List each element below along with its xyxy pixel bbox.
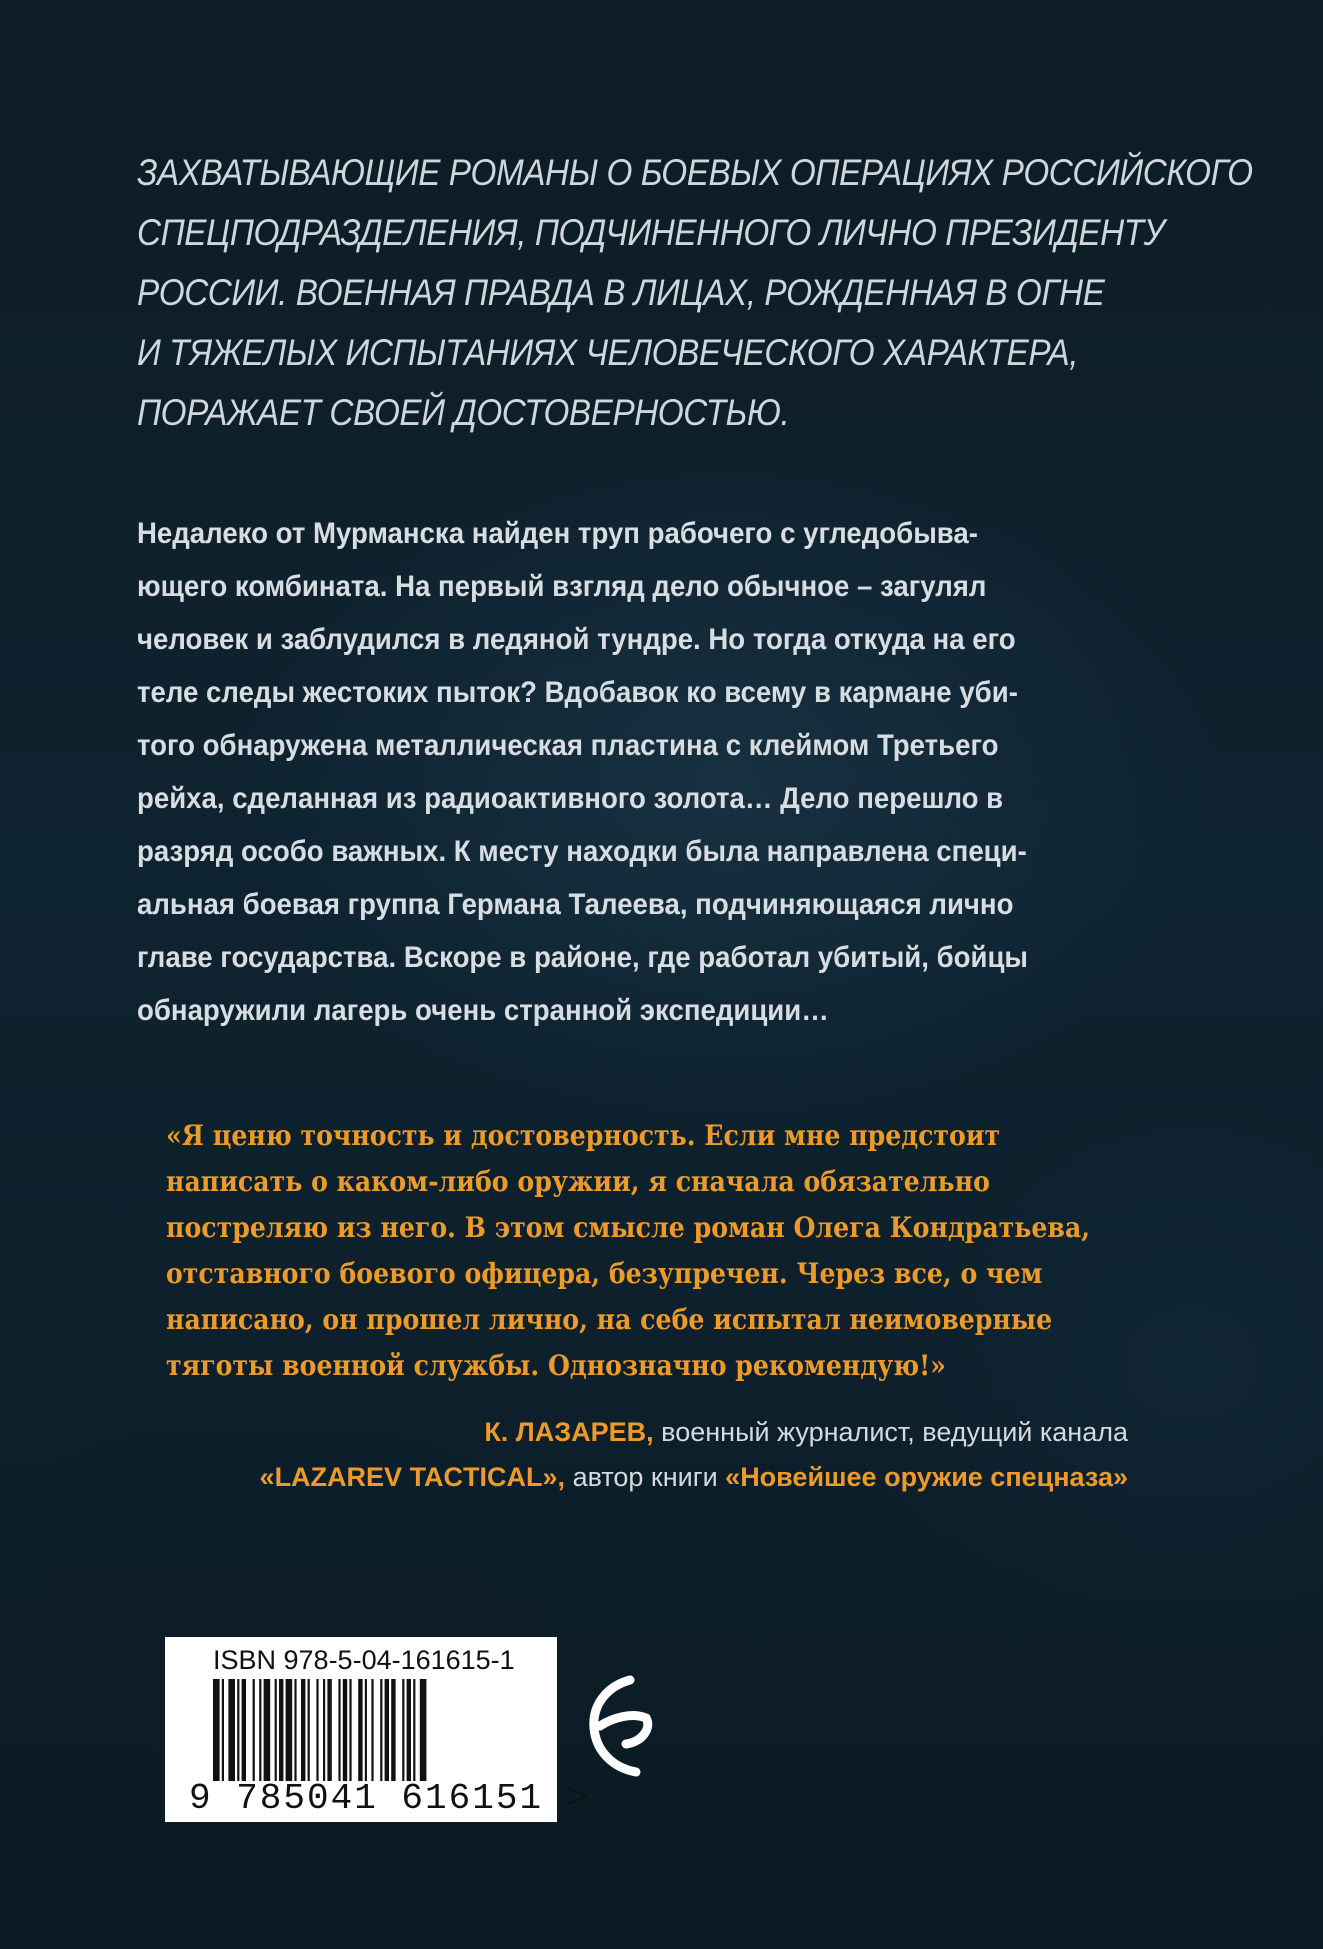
synopsis [137,507,1140,1037]
synopsis-line: альная боевая группа Германа Талеева, подчиняющаяся лично [137,888,1014,921]
barcode-bars [213,1679,543,1781]
tagline-line: ЗАХВАТЫВАЮЩИЕ РОМАНЫ О БОЕВЫХ ОПЕРАЦИЯХ РОССИЙСКОГО [137,152,1253,193]
isbn-number: ISBN 978-5-04-161615-1 [213,1645,515,1675]
barcode-bar [294,1679,296,1781]
synopsis-line: человек и заблудился в ледяной тундре. Но тогда откуда на его [137,623,1016,656]
author-name: К. ЛАЗАРЕВ, [484,1417,654,1447]
quote-line: постреляю из него. В этом смысле роман Олега Кондратьева, [166,1211,1091,1244]
quote-line: отставного боевого офицера, безупречен. Через все, о чем [166,1257,1043,1290]
barcode-bar [213,1679,220,1781]
quote-line: тяготы военной службы. Однозначно рекомендую!» [166,1349,946,1382]
synopsis-line: теле следы жестоких пыток? Вдобавок ко всему в кармане уби- [137,676,1018,709]
quote-line: «Я ценю точность и достоверность. Если мне предстоит [166,1119,1001,1152]
synopsis-line: рейха, сделанная из радиоактивного золота… Дело перешло в [137,782,1004,815]
synopsis-line: того обнаружена металлическая пластина с клеймом Третьего [137,729,999,762]
tagline-line: РОССИИ. ВОЕННАЯ ПРАВДА В ЛИЦАХ, РОЖДЕННАЯ В ОГНЕ [137,272,1105,313]
barcode-bar [323,1679,325,1781]
barcode-bar [420,1679,427,1781]
barcode-bar [343,1679,347,1781]
tagline-line: И ТЯЖЕЛЫХ ИСПЫТАНИЯХ ЧЕЛОВЕЧЕСКОГО ХАРАКТЕРА, [137,332,1079,373]
barcode-bar [279,1679,283,1781]
synopsis-line: обнаружили лагерь очень странной экспедиции… [137,994,829,1027]
author-role: военный журналист, ведущий канала [653,1417,1128,1447]
quote-attribution [260,1410,1128,1500]
barcode-bar [385,1679,389,1781]
barcode-bar [308,1679,310,1781]
barcode-bar [380,1679,382,1781]
barcode-bar [402,1679,404,1781]
tagline-line: СПЕЦПОДРАЗДЕЛЕНИЯ, ПОДЧИНЕННОГО ЛИЧНО ПРЕЗИДЕНТУ [137,212,1165,253]
book-prefix: автор книги [565,1462,726,1492]
barcode-bar [407,1679,411,1781]
barcode-bar [253,1679,255,1781]
barcode-bar [275,1679,277,1781]
isbn-barcode [165,1637,591,1822]
barcode-bar [371,1679,373,1781]
barcode-bar [349,1679,351,1781]
tagline [137,143,1253,443]
barcode-bar [316,1679,318,1781]
barcode-bar [228,1679,235,1781]
barcode-bar [264,1679,271,1781]
quote-line: написано, он прошел лично, на себе испытал неимоверные [166,1303,1053,1336]
barcode-bar [327,1679,331,1781]
barcode-bar [237,1679,239,1781]
barcode-bar [259,1679,261,1781]
barcode-digits: 9 785041 616151 > [189,1778,591,1819]
barcode-bar [338,1679,340,1781]
barcode-bar [286,1679,293,1781]
channel-name: «LAZAREV TACTICAL», [259,1462,566,1492]
barcode-bar [391,1679,395,1781]
synopsis-line: ющего комбината. На первый взгляд дело обычное – загулял [137,570,987,603]
barcode-bar [358,1679,362,1781]
review-quote [166,1113,1091,1389]
publisher-logo-icon [586,1672,656,1782]
attribution-line-2 [260,1455,1128,1500]
tagline-line: ПОРАЖАЕТ СВОЕЙ ДОСТОВЕРНОСТЬЮ. [137,392,790,433]
barcode-bar [365,1679,367,1781]
barcode-bar [413,1679,415,1781]
barcode-bar [242,1679,246,1781]
book-title: «Новейшее оружие спецназа» [725,1462,1128,1492]
quote-line: написать о каком-либо оружии, я сначала обязательно [166,1165,990,1198]
barcode-bar [222,1679,224,1781]
barcode-bar [301,1679,305,1781]
attribution-line-1 [260,1410,1128,1455]
synopsis-line: Недалеко от Мурманска найден труп рабочего с угледобыва- [137,517,978,550]
synopsis-line: разряд особо важных. К месту находки была направлена специ- [137,835,1027,868]
synopsis-line: главе государства. Вскоре в районе, где работал убитый, бойцы [137,941,1028,974]
